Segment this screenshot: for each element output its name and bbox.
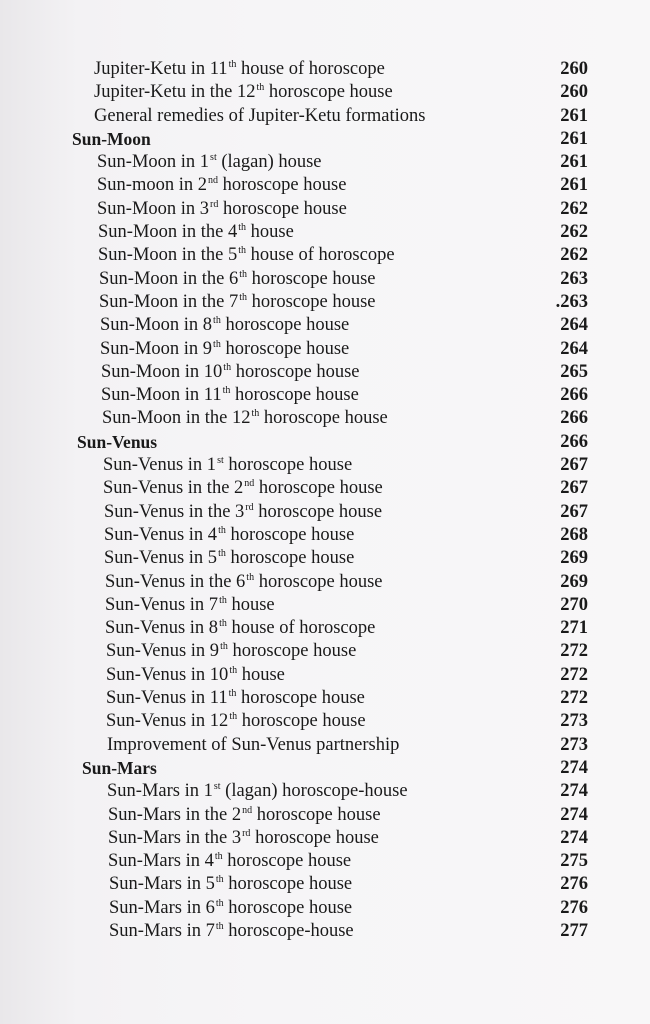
entry-title-text: Sun-Moon in the 7 <box>99 291 239 312</box>
ordinal-suffix: th <box>238 245 247 257</box>
entry-title-text: Sun-Moon <box>72 128 151 149</box>
page-number: 271 <box>560 618 588 639</box>
ordinal-suffix: nd <box>244 478 255 490</box>
entry-title-text: Sun-Mars <box>82 757 157 778</box>
entry-title-text: Sun-Mars in the 3 <box>108 827 242 848</box>
entry-title-text: Sun-Moon in 3 <box>97 198 210 219</box>
toc-entry <box>0 384 650 407</box>
entry-title <box>109 897 352 920</box>
entry-title <box>100 338 349 361</box>
entry-title-text: Sun-Mars in 1 <box>107 781 213 802</box>
entry-title <box>108 850 351 873</box>
toc-entry <box>0 850 650 873</box>
entry-title-text: horoscope house <box>254 478 383 499</box>
entry-title-text: Sun-Venus in 10 <box>106 664 229 685</box>
entry-title-text: horoscope-house <box>223 920 354 941</box>
page-number: 265 <box>560 361 588 382</box>
entry-title <box>98 221 294 244</box>
entry-title-text: horoscope house <box>220 338 350 359</box>
entry-title-text: Sun-Moon in 9 <box>100 338 213 359</box>
entry-title-text: Sun-Mars in 6 <box>109 897 215 918</box>
entry-title-text: house of horoscope <box>246 245 395 266</box>
toc-entry <box>0 58 650 81</box>
ordinal-suffix: th <box>238 222 247 234</box>
page-number: 274 <box>560 757 588 778</box>
ordinal-suffix: th <box>214 851 223 863</box>
entry-title-text: horoscope house <box>231 361 360 382</box>
entry-title-text: Sun-Venus in the 3 <box>104 501 245 522</box>
toc-entry <box>0 664 650 687</box>
entry-title-text: horoscope house <box>230 385 359 406</box>
toc-entry <box>0 268 650 291</box>
section-title <box>77 431 157 454</box>
toc-entry <box>0 920 650 943</box>
entry-title-text: Sun-Mars in 5 <box>109 874 215 895</box>
entry-title-text: Sun-Venus <box>77 431 158 452</box>
entry-title <box>105 617 375 640</box>
entry-title <box>94 105 425 128</box>
entry-title-text: Sun-Moon in 8 <box>100 315 213 336</box>
toc-entry <box>0 547 650 570</box>
page-number: 269 <box>560 548 588 569</box>
entry-title <box>101 361 360 384</box>
ordinal-suffix: st <box>217 455 224 467</box>
ordinal-suffix: nd <box>207 175 218 187</box>
page-number: 273 <box>560 711 588 732</box>
entry-title-text: Sun-Venus in 8 <box>105 618 219 639</box>
entry-title-text: house of horoscope <box>226 618 376 639</box>
entry-title <box>106 710 366 733</box>
toc-entry <box>0 244 650 267</box>
entry-title <box>107 734 399 757</box>
entry-title <box>97 151 322 174</box>
entry-title-text: Jupiter-Ketu in the 12 <box>94 82 256 103</box>
page-number: 272 <box>560 641 588 662</box>
toc-entry <box>0 897 650 920</box>
ordinal-suffix: th <box>239 291 248 303</box>
entry-title-text: Sun-Moon in the 12 <box>102 408 251 429</box>
entry-title <box>107 780 408 803</box>
ordinal-suffix: th <box>219 618 227 630</box>
page-number: 273 <box>560 734 588 755</box>
entry-title-text: Sun-Venus in 11 <box>106 688 228 709</box>
entry-title-text: horoscope house <box>227 641 357 662</box>
entry-title-text: horoscope house <box>236 688 365 709</box>
entry-title-text: horoscope house <box>217 175 347 196</box>
entry-title <box>101 384 359 407</box>
toc-entry <box>0 198 650 221</box>
page-number: 268 <box>560 524 588 545</box>
ordinal-suffix: th <box>219 594 227 606</box>
entry-title-text: horoscope house <box>223 874 353 895</box>
entry-title-text: Sun-Moon in 10 <box>101 361 223 382</box>
page-number: 266 <box>560 408 588 429</box>
entry-title-text: (lagan) horoscope-house <box>220 781 408 802</box>
entry-title-text: horoscope house <box>218 198 347 219</box>
ordinal-suffix: th <box>213 315 221 327</box>
page-number: 277 <box>560 920 588 941</box>
entry-title <box>104 547 354 570</box>
entry-title-text: Sun-Moon in the 5 <box>98 245 238 266</box>
ordinal-suffix: th <box>223 361 232 373</box>
ordinal-suffix: th <box>215 874 224 886</box>
toc-entry <box>0 81 650 104</box>
entry-title-text: Sun-Venus in 4 <box>104 524 218 545</box>
entry-title-text: Sun-Mars in the 2 <box>108 804 242 825</box>
entry-title-text: Sun-moon in 2 <box>97 175 207 196</box>
entry-title <box>109 920 354 943</box>
toc-entry <box>0 361 650 384</box>
toc-entry <box>0 338 650 361</box>
toc-entry <box>0 151 650 174</box>
entry-title-text: horoscope house <box>237 711 366 732</box>
ordinal-suffix: th <box>229 664 238 676</box>
toc-entry <box>0 105 650 128</box>
entry-title <box>108 827 379 850</box>
section-title <box>82 757 157 780</box>
ordinal-suffix: th <box>229 711 238 723</box>
entry-title <box>105 571 383 594</box>
toc-entry <box>0 314 650 337</box>
entry-title <box>94 58 385 81</box>
entry-title <box>97 174 346 197</box>
entry-title-text: horoscope house <box>253 501 383 522</box>
ordinal-suffix: st <box>213 781 221 793</box>
ordinal-suffix: th <box>251 408 260 420</box>
page-number: 276 <box>560 897 588 918</box>
entry-title-text: horoscope house <box>252 804 381 825</box>
entry-title <box>94 81 393 104</box>
entry-title-text: Improvement of Sun-Venus partnership <box>107 734 400 755</box>
entry-title-text: horoscope house <box>247 291 376 312</box>
entry-title-text: Sun-Venus in 1 <box>103 455 217 476</box>
page-number: 262 <box>560 198 588 219</box>
entry-title-text: Sun-Venus in 5 <box>104 548 218 569</box>
toc-entry <box>0 501 650 524</box>
ordinal-suffix: th <box>213 338 221 350</box>
toc-entry <box>0 873 650 896</box>
entry-title <box>98 244 395 267</box>
toc-entry <box>0 827 650 850</box>
page-number: 264 <box>560 315 588 336</box>
page-number: 274 <box>560 804 588 825</box>
page-number: 266 <box>560 431 588 452</box>
page-number: 274 <box>560 827 588 848</box>
entry-title-text: Sun-Venus in the 6 <box>105 571 246 592</box>
page-number: 263 <box>560 268 588 289</box>
page-number: 276 <box>560 874 588 895</box>
ordinal-suffix: th <box>215 920 224 932</box>
page-number: 267 <box>560 501 588 522</box>
toc-entry <box>0 780 650 803</box>
entry-title-text: horoscope house <box>264 82 393 103</box>
toc-entry <box>0 174 650 197</box>
entry-title-text: horoscope house <box>222 851 352 872</box>
entry-title-text: Jupiter-Ketu in 11 <box>94 59 228 79</box>
ordinal-suffix: th <box>222 385 231 397</box>
entry-title-text: horoscope house <box>250 827 379 848</box>
page-number: 260 <box>560 82 588 103</box>
table-of-contents <box>0 58 650 943</box>
entry-title-text: horoscope house <box>220 315 350 336</box>
entry-title-text: horoscope house <box>225 524 355 545</box>
toc-section-heading <box>0 757 650 780</box>
page-number: 261 <box>560 105 588 126</box>
page-number: 272 <box>560 664 588 685</box>
entry-title-text: house <box>246 222 294 243</box>
ordinal-suffix: rd <box>210 198 219 210</box>
ordinal-suffix: th <box>218 548 226 560</box>
entry-title <box>106 687 365 710</box>
toc-entry <box>0 291 650 314</box>
page-number: 267 <box>560 455 588 476</box>
entry-title-text: horoscope house <box>259 408 388 429</box>
toc-section-heading <box>0 128 650 151</box>
ordinal-suffix: th <box>246 571 255 583</box>
ordinal-suffix: rd <box>242 827 251 839</box>
section-title <box>72 128 151 151</box>
entry-title-text: horoscope house <box>223 897 353 918</box>
ordinal-suffix: nd <box>242 804 253 816</box>
toc-entry <box>0 804 650 827</box>
entry-title-text: Sun-Moon in 1 <box>97 152 210 173</box>
page-number: .263 <box>555 291 588 312</box>
toc-entry <box>0 571 650 594</box>
page-number: 261 <box>560 128 588 149</box>
toc-entry <box>0 407 650 430</box>
ordinal-suffix: th <box>218 524 226 536</box>
entry-title-text: Sun-Moon in the 4 <box>98 222 238 243</box>
ordinal-suffix: th <box>239 268 248 280</box>
page-number: 260 <box>560 59 588 79</box>
toc-section-heading <box>0 431 650 454</box>
entry-title-text: house of horoscope <box>236 59 385 79</box>
entry-title <box>99 291 376 314</box>
page-number: 274 <box>560 781 588 802</box>
ordinal-suffix: st <box>210 152 217 164</box>
entry-title-text: Sun-Venus in 7 <box>105 594 219 615</box>
entry-title <box>108 804 381 827</box>
entry-title-text: Sun-Mars in 4 <box>108 851 214 872</box>
page-number: 264 <box>560 338 588 359</box>
entry-title-text: Sun-Venus in 12 <box>106 711 229 732</box>
toc-entry <box>0 710 650 733</box>
entry-title <box>99 268 376 291</box>
toc-entry <box>0 734 650 757</box>
page-number: 262 <box>560 222 588 243</box>
entry-title-text: horoscope house <box>225 548 355 569</box>
page-number: 275 <box>560 851 588 872</box>
toc-entry <box>0 221 650 244</box>
toc-entry <box>0 454 650 477</box>
entry-title <box>103 454 352 477</box>
entry-title-text: Sun-Venus in 9 <box>106 641 220 662</box>
ordinal-suffix: th <box>228 59 237 70</box>
ordinal-suffix: th <box>215 897 224 909</box>
entry-title <box>105 594 275 617</box>
entry-title-text: house <box>226 594 275 615</box>
ordinal-suffix: th <box>256 82 265 94</box>
page-number: 272 <box>560 688 588 709</box>
entry-title-text: house <box>237 664 285 685</box>
entry-title <box>106 664 285 687</box>
toc-entry <box>0 687 650 710</box>
entry-title-text: Sun-Mars in 7 <box>109 920 215 941</box>
entry-title <box>102 407 388 430</box>
entry-title <box>104 501 382 524</box>
entry-title-text: horoscope house <box>254 571 383 592</box>
entry-title <box>109 873 352 896</box>
toc-entry <box>0 477 650 500</box>
entry-title-text: General remedies of Jupiter-Ketu formations <box>94 105 426 126</box>
entry-title-text: Sun-Venus in the 2 <box>103 478 244 499</box>
page-number: 267 <box>560 478 588 499</box>
entry-title <box>97 198 347 221</box>
toc-entry <box>0 524 650 547</box>
toc-entry <box>0 617 650 640</box>
page-number: 261 <box>560 152 588 173</box>
entry-title <box>103 477 383 500</box>
toc-entry <box>0 594 650 617</box>
ordinal-suffix: th <box>220 641 228 653</box>
ordinal-suffix: rd <box>245 501 254 513</box>
entry-title-text: horoscope house <box>223 455 353 476</box>
page-number: 262 <box>560 245 588 266</box>
entry-title-text: horoscope house <box>247 268 376 289</box>
ordinal-suffix: th <box>228 688 237 700</box>
entry-title-text: Sun-Moon in 11 <box>101 385 222 406</box>
page-number: 261 <box>560 175 588 196</box>
entry-title <box>100 314 349 337</box>
toc-entry <box>0 640 650 663</box>
page-number: 270 <box>560 594 588 615</box>
entry-title-text: (lagan) house <box>216 152 322 173</box>
entry-title <box>104 524 354 547</box>
page-number: 266 <box>560 385 588 406</box>
entry-title-text: Sun-Moon in the 6 <box>99 268 239 289</box>
entry-title <box>106 640 356 663</box>
page-number: 269 <box>560 571 588 592</box>
